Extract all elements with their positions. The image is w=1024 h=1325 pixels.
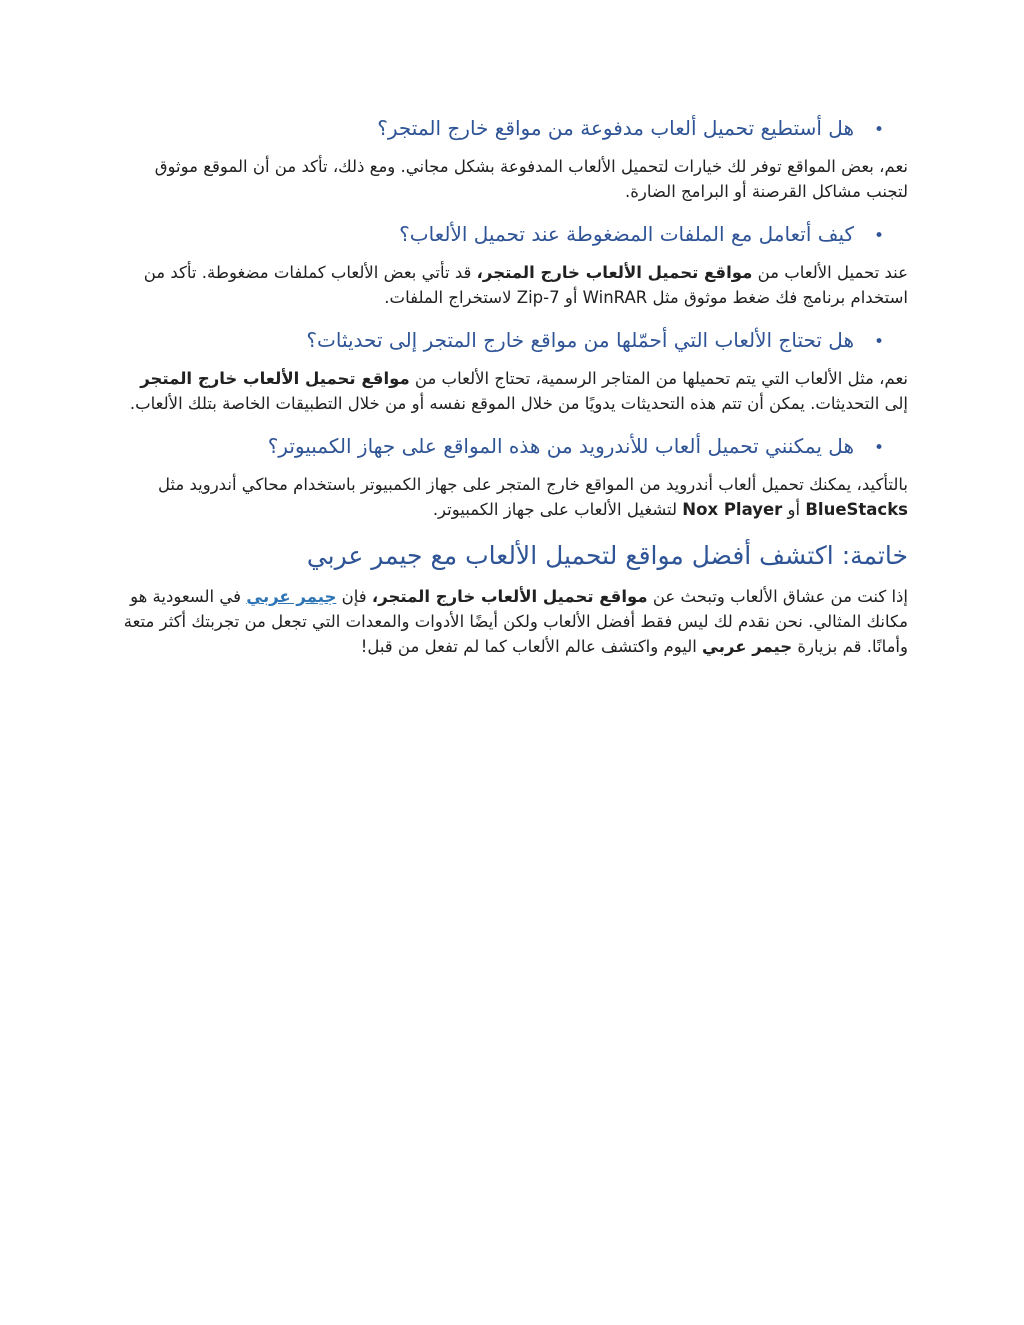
answer-paragraph (112, 260, 908, 310)
text-run: أو (782, 500, 806, 519)
question-text: هل يمكنني تحميل ألعاب للأندرويد من هذه المواقع على جهاز الكمبيوتر؟ (267, 434, 854, 458)
question-heading (112, 218, 908, 252)
text-run: اليوم واكتشف عالم الألعاب كما لم تفعل من قبل! (360, 637, 703, 656)
text-run: لتشغيل الألعاب على جهاز الكمبيوتر. (432, 500, 683, 519)
bullet-icon: • (873, 120, 884, 140)
text-run: بالتأكيد، يمكنك تحميل ألعاب أندرويد من المواقع خارج المتجر على جهاز الكمبيوتر باستخدام محاكي أندرويد مثل (157, 475, 908, 494)
text-run: إلى التحديثات. يمكن أن تتم هذه التحديثات يدويًا من خلال الموقع نفسه أو من خلال التطبيقات الخاصة بتلك الألعاب. (129, 394, 908, 413)
question-text: هل تحتاج الألعاب التي أحمّلها من مواقع خارج المتجر إلى تحديثات؟ (306, 328, 854, 352)
text-run: قد تأتي بعض الألعاب كملفات مضغوطة. تأكد من استخدام برنامج فك ضغط موثوق مثل WinRAR أو 7-Zip لاستخراج الملفات. (143, 263, 908, 307)
bullet-icon: • (873, 332, 884, 352)
bold-text-run: BlueStacks (805, 500, 908, 519)
bold-text-run: مواقع تحميل الألعاب خارج المتجر، (371, 587, 648, 606)
conclusion-paragraph (112, 584, 908, 659)
faq-section (112, 218, 908, 310)
answer-paragraph (112, 366, 908, 416)
question-heading (112, 324, 908, 358)
answer-paragraph (112, 472, 908, 522)
faq-section (112, 324, 908, 416)
bullet-icon: • (873, 226, 884, 246)
answer-paragraph (112, 154, 908, 204)
faq-section (112, 112, 908, 204)
question-text: هل أستطيع تحميل ألعاب مدفوعة من مواقع خارج المتجر؟ (377, 116, 854, 140)
question-text: كيف أتعامل مع الملفات المضغوطة عند تحميل الألعاب؟ (399, 222, 854, 246)
question-heading (112, 430, 908, 464)
bold-text-run: مواقع تحميل الألعاب خارج المتجر، (476, 263, 753, 282)
text-run: نعم، مثل الألعاب التي يتم تحميلها من المتاجر الرسمية، تحتاج الألعاب من (409, 369, 908, 388)
text-run: في السعودية هو مكانك المثالي. نحن نقدم لك ليس فقط أفضل الألعاب ولكن أيضًا الأدوات والمعدات التي تجعل من تجربتك أكثر متعة وأمانًا. قم بزيارة (123, 587, 908, 656)
conclusion-heading: خاتمة: اكتشف أفضل مواقع لتحميل الألعاب مع جيمر عربي (306, 541, 908, 570)
text-run: إذا كنت من عشاق الألعاب وتبحث عن (647, 587, 908, 606)
faq-list (112, 112, 908, 522)
gamer-arabi-link[interactable]: جيمر عربي (246, 587, 337, 606)
question-heading (112, 112, 908, 146)
bold-text-run: جيمر عربي (702, 637, 793, 656)
text-run: نعم، بعض المواقع توفر لك خيارات لتحميل الألعاب المدفوعة بشكل مجاني. ومع ذلك، تأكد من أن الموقع موثوق لتجنب مشاكل القرصنة أو البرامج الضارة. (154, 157, 908, 201)
text-run: فإن (336, 587, 372, 606)
text-run: عند تحميل الألعاب من (752, 263, 908, 282)
bold-text-run: مواقع تحميل الألعاب خارج المتجر (140, 369, 410, 388)
bullet-icon: • (873, 438, 884, 458)
faq-section (112, 430, 908, 522)
bold-text-run: Nox Player (682, 500, 783, 519)
